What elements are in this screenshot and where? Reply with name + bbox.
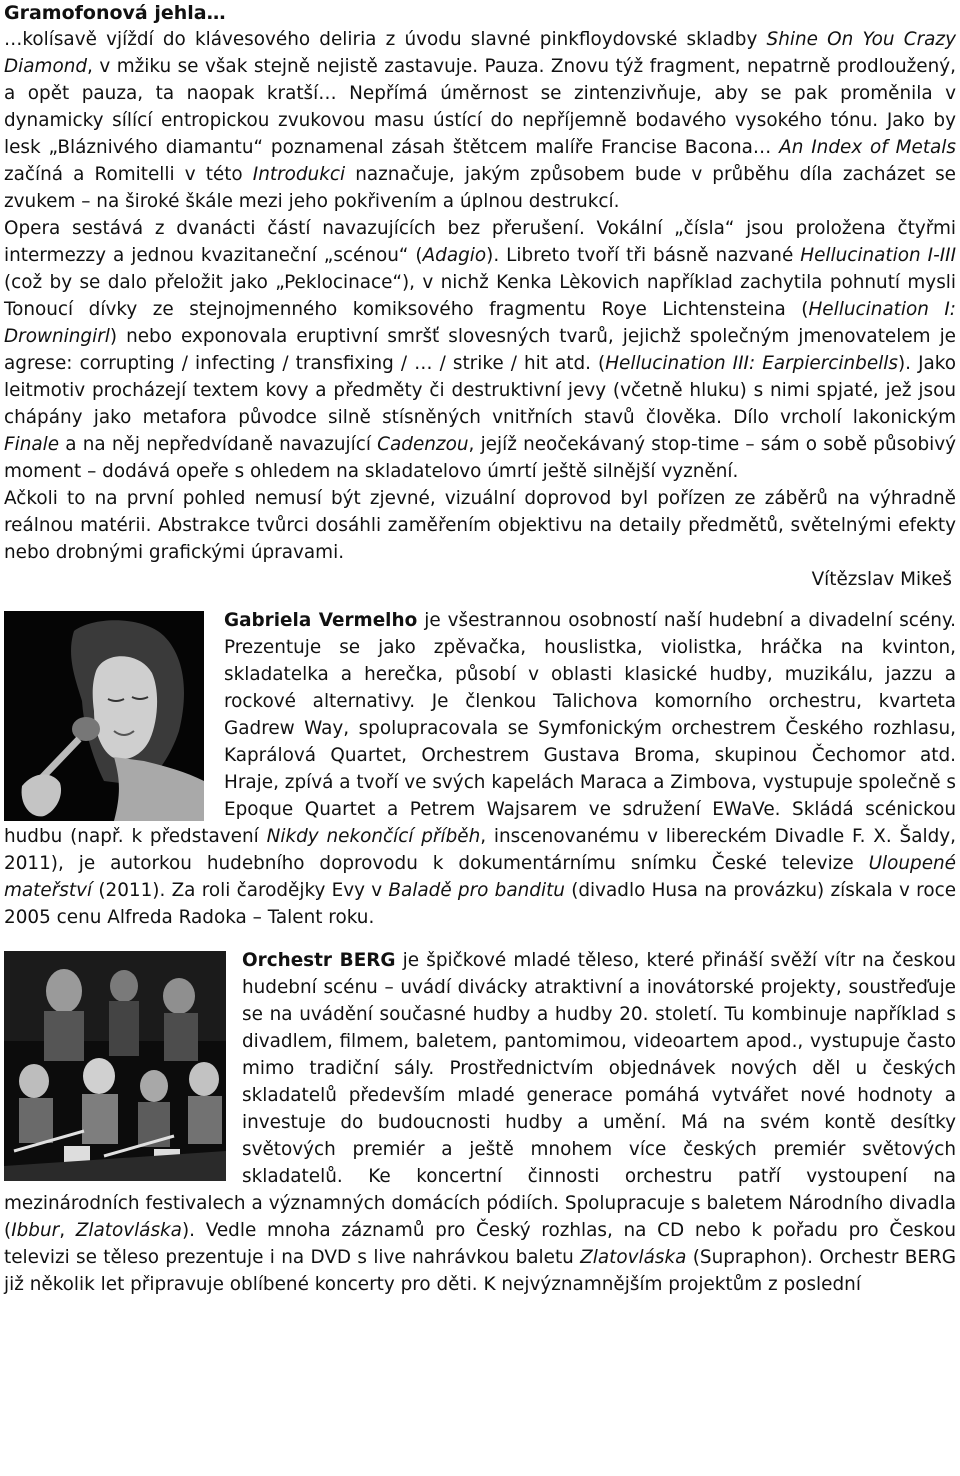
orchestra-photo-image [4, 951, 226, 1181]
section-title: Gramofonová jehla… [4, 2, 226, 24]
text-run: (Supraphon). Orchestr BERG již několik let připravuje oblíbené koncerty pro děti. K nejvýznamnějším projektům z poslední [4, 1247, 956, 1295]
singer-photo [4, 611, 204, 821]
bio-gabriela-vermelho [4, 607, 956, 931]
italic-work-title: Nikdy nekončící příběh [266, 826, 481, 847]
text-run: a na něj nepředvídaně navazující [59, 434, 378, 455]
text-run: je špičkové mladé těleso, které přináší svěží vítr na českou hudební scénu – uvádí divácky atraktivní a inovátorské projekty, soustřeďuje se na uvádění současné hudby a hudby 20. století. Tu kombinuje například s divadlem, filmem, baletem, pantomimou, videoartem apod., vystupuje často mimo tradiční sály. Prostřednictvím objednávek nových děl u českých skladatelů především mladé generace pomáhá vytvářet nové hodnoty a investuje do budoucnosti hudby a umění. Má na svém kontě desítky světových premiér a ještě mnohem více českých premiér světových skladatelů. Ke koncertní činnosti orchestru patří vystoupení na mezinárodních festivalech a významných domácích pódiích. Spolupracuje s baletem Národního divadla ( [4, 950, 957, 1241]
bio-orchestr-berg [4, 947, 956, 1298]
text-run: ). Jako leitmotiv procházejí textem kovy a předměty či destruktivní jevy (včetně hluku) s nimi spjaté, jež jsou chápány jako metafora původce silně stísněných vnitřních stavů člověka. Dílo vrcholí lakonickým [4, 353, 957, 428]
orchestra-photo [4, 951, 226, 1181]
italic-work-title: Ibbur [11, 1220, 60, 1241]
text-run: ). Vedle mnoha záznamů pro Český rozhlas, na CD nebo k pořadu pro Českou televizi se těleso prezentuje i na DVD s live nahrávkou baletu [4, 1220, 956, 1268]
italic-work-title: Hellucination I: Drowningirl [4, 299, 957, 347]
text-run: Opera sestává z dvanácti částí navazujících bez přerušení. Vokální „čísla“ jsou proložena čtyřmi intermezzy a jednou kvazitaneční „scénou“ ( [4, 218, 956, 266]
italic-work-title: An Index of Metals [779, 137, 956, 158]
italic-work-title: Adagio [422, 245, 487, 266]
text-run: (což by se dalo přeložit jako „Peklocinace“), v nichž Kenka Lèkovich například zachytila pohnutí mysli Tonoucí dívky ze stejnojmenného komiksového fragmentu Roye Lichtensteina ( [4, 272, 956, 320]
italic-work-title: Zlatovláska [580, 1247, 687, 1268]
text-run: …kolísavě vjíždí do klávesového deliria z úvodu slavné pinkfloydovské skladby [4, 29, 767, 50]
text-run: ). Libreto tvoří tři básně nazvané [486, 245, 801, 266]
text-run: (divadlo Husa na provázku) získala v roce 2005 cenu Alfreda Radoka – Talent roku. [4, 880, 957, 928]
text-run: (2011). Za roli čarodějky Evy v [92, 880, 389, 901]
italic-work-title: Baladě pro banditu [388, 880, 565, 901]
italic-work-title: Introdukci [252, 164, 346, 185]
paragraph-opera [4, 215, 956, 485]
italic-work-title: Hellucination I-III [800, 245, 956, 266]
text-run: , inscenovanému v libereckém Divadle F. X. Šaldy, 2011), je autorkou hudebního doprovodu k dokumentárnímu snímku České televize [4, 826, 956, 874]
italic-work-title: Cadenzou [377, 434, 469, 455]
author-signature: Vítězslav Mikeš [811, 569, 952, 590]
paragraph-intro [4, 26, 956, 215]
person-name: Gabriela Vermelho [224, 610, 418, 631]
italic-work-title: Shine On You Crazy Diamond [4, 29, 956, 77]
singer-photo-image [4, 611, 204, 821]
text-run: , [59, 1220, 76, 1241]
text-run: ) nebo exponovala eruptivní smršť slovesných tvarů, jejichž společným jmenovatelem je agrese: corrupting / infecting / transfixing / … / strike / hit atd. ( [4, 326, 956, 374]
italic-work-title: Uloupené mateřství [4, 853, 956, 901]
italic-work-title: Finale [4, 434, 60, 455]
italic-work-title: Hellucination III: Earpiercinbells [605, 353, 898, 374]
document-page [4, 0, 956, 1298]
paragraph-visuals: Ačkoli to na první pohled nemusí být zjevné, vizuální doprovod byl pořízen ze záběrů na výhradně reálnou matérii. Abstrakce tvůrci dosáhli zaměřením objektivu na detaily předmětů, světelnými efekty nebo drobnými grafickými úpravami. [4, 488, 956, 563]
text-run: , v mžiku se však stejně nejistě zastavuje. Pauza. Znovu týž fragment, nepatrně prodloužený, a opět pauza, ta naopak kratší… Nepřímá úměrnost se zintenzivňuje, aby se pak proměnila v dynamicky sílící entropickou zvukovou masu ústící do nepříjemně bodavého vysokého tónu. Jako by lesk „Bláznivého diamantu“ poznamenal zásah štětcem malíře Francise Bacona… [4, 56, 956, 158]
text-run: naznačuje, jakým způsobem bude v průběhu díla zacházet se zvukem – na široké škále mezi jeho pokřivením a úplnou destrukcí. [4, 164, 956, 212]
text-run: začíná a Romitelli v této [4, 164, 253, 185]
text-run: , jejíž neočekávaný stop-time – sám o sobě působivý moment – dodává opeře s ohledem na skladatelovo úmrtí ještě silnější vyznění. [4, 434, 956, 482]
text-run: je všestrannou osobností naší hudební a divadelní scény. Prezentuje se jako zpěvačka, houslistka, violistka, hráčka na kvinton, skladatelka a herečka, působí v oblasti klasické hudby, muzikálu, jazzu a rockové alternativy. Je členkou Talichova komorního orchestru, kvarteta Gadrew Way, spolupracovala se Symfonickým orchestrem Českého rozhlasu, Kaprálová Quartet, Orchestrem Gustava Broma, skupinou Čechomor atd. Hraje, zpívá a tvoří ve svých kapelách Maraca a Zimbova, vystupuje společně s Epoque Quartet a Petrem Wajsarem ve sdružení EWaVe. Skládá scénickou hudbu (např. k představení [4, 610, 956, 847]
italic-work-title: Zlatovláska [75, 1220, 182, 1241]
ensemble-name: Orchestr BERG [242, 950, 396, 971]
